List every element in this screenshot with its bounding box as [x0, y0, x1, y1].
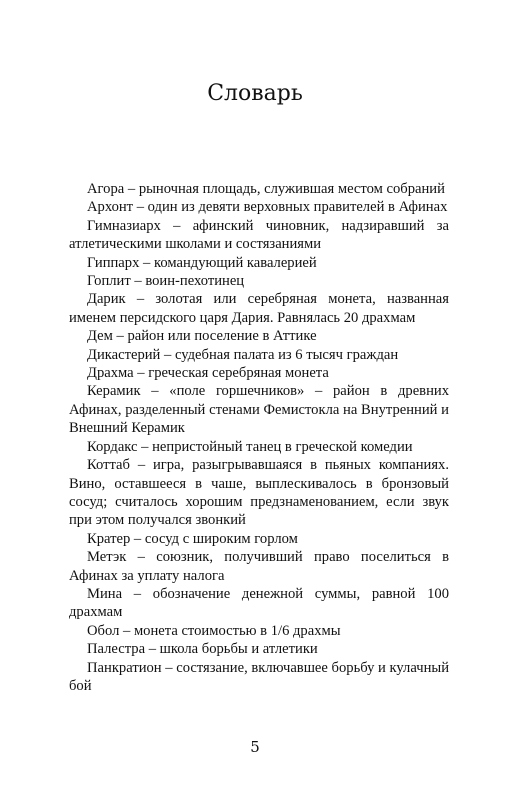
glossary-entry: Кордакс – непристойный танец в греческой комедии [87, 438, 413, 455]
glossary-entry: Обол – монета стоимостью в 1/6 драхмы [87, 622, 341, 639]
glossary-entry: Керамик – «поле горшечников» – район в древних Афинах, разделенный стенами Фемистокла на Внутренний и Внешний Керамик [69, 383, 449, 437]
glossary-entry: Гиппарх – командующий кавалерией [87, 254, 317, 271]
glossary-entry: Метэк – союзник, получивший право поселиться в Афинах за уплату налога [69, 549, 449, 584]
glossary-entry: Гоплит – воин-пехотинец [87, 273, 245, 290]
glossary-entry: Мина – обозначение денежной суммы, равной 100 драхмам [69, 585, 449, 621]
glossary-entry: Дикастерий – судебная палата из 6 тысяч граждан [87, 346, 399, 363]
glossary-entry: Панкратион – состязание, включавшее борьбу и кулачный бой [69, 659, 449, 694]
glossary-entry: Гимназиарх – афинский чиновник, надзиравший за атлетическими школами и состязаниями [69, 217, 449, 253]
page-title: Словарь [207, 81, 303, 106]
glossary-entry: Кратер – сосуд с широким горлом [87, 530, 298, 547]
glossary-entry: Палестра – школа борьбы и атлетики [87, 641, 318, 658]
glossary-entry: Драхма – греческая серебряная монета [87, 365, 329, 382]
page-number: 5 [250, 738, 260, 756]
glossary-entry: Агора – рыночная площадь, служившая местом собраний [87, 181, 445, 197]
glossary-list [69, 180, 449, 695]
glossary-entry: Дем – район или поселение в Аттике [87, 328, 317, 345]
glossary-entry: Коттаб – игра, разыгрывавшаяся в пьяных компаниях. Вино, оставшееся в чаше, выплескивалось в бронзовый сосуд; считалось хорошим предзнаменованием, если звук при этом получался звонкий [69, 457, 449, 529]
glossary-entry: Дарик – золотая или серебряная монета, названная именем персидского царя Дария. Равнялась 20 драхмам [69, 291, 449, 326]
glossary-entry: Архонт – один из девяти верховных правителей в Афинах [87, 199, 448, 216]
